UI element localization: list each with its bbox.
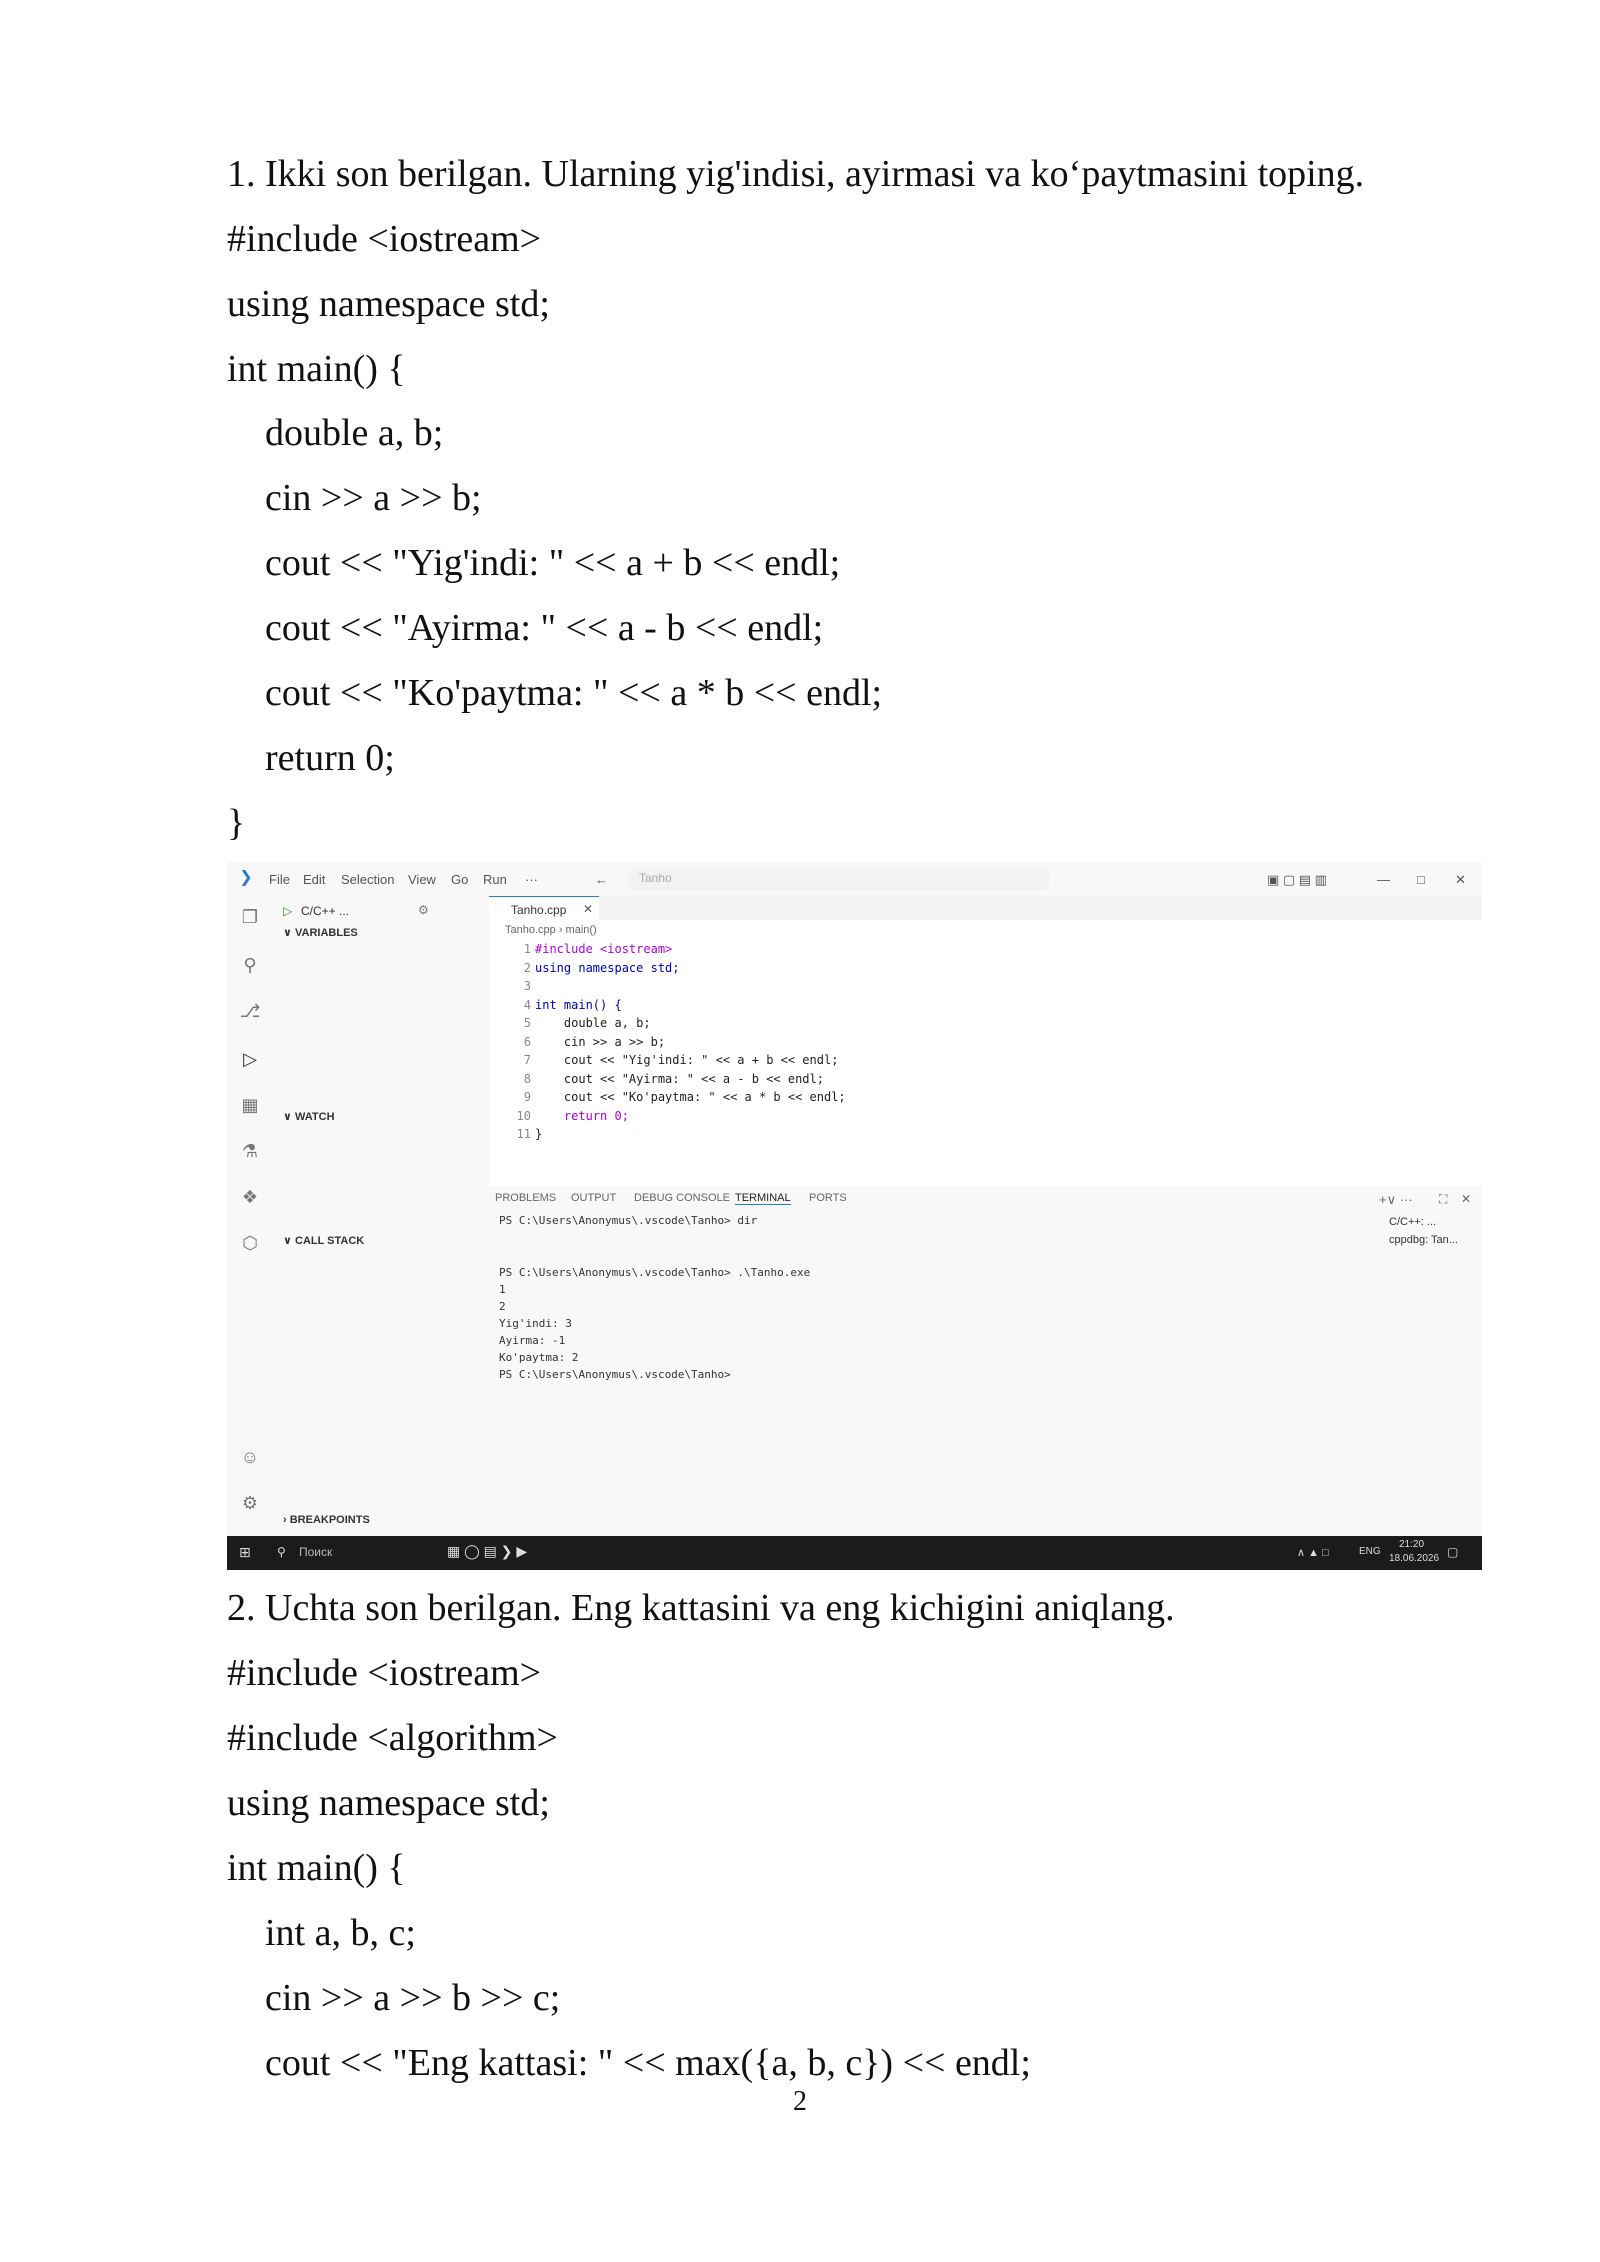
start-debug-icon[interactable]: ▷: [283, 904, 293, 918]
watch-section[interactable]: ∨ WATCH: [283, 1111, 335, 1123]
terminal-output[interactable]: [489, 1214, 1369, 1536]
tab-terminal[interactable]: TERMINAL: [735, 1192, 791, 1204]
editor-tab[interactable]: [489, 896, 599, 921]
code-line: using namespace std;: [227, 1782, 550, 1824]
menu-selection[interactable]: Selection: [341, 872, 395, 887]
minimize-icon[interactable]: —: [1377, 872, 1390, 887]
terminal-line: PS C:\Users\Anonymus\.vscode\Tanho> .\Tanho.exe: [499, 1266, 811, 1279]
line-number: 4: [523, 997, 531, 1012]
page-number: 2: [793, 2086, 807, 2117]
terminal-line: Ayirma: -1: [499, 1334, 566, 1347]
command-center-search[interactable]: [629, 868, 1049, 890]
menu-go[interactable]: Go: [451, 872, 469, 887]
python-icon[interactable]: ❖: [241, 1187, 259, 1207]
code-line: cout << "Ko'paytma: " << a * b << endl;: [535, 1090, 846, 1104]
tab-ports[interactable]: PORTS: [809, 1192, 847, 1204]
terminal-list-item[interactable]: C/C++: ...: [1389, 1216, 1437, 1228]
taskbar-apps[interactable]: ▦ ◯ ▤ ❯ ▶: [447, 1543, 528, 1559]
terminal-list-item[interactable]: cppdbg: Tan...: [1389, 1234, 1458, 1246]
code-line: double a, b;: [535, 1016, 651, 1030]
line-number: 9: [523, 1090, 531, 1104]
code-line: return 0;: [265, 737, 395, 779]
tab-label: Tanho.cpp: [511, 903, 567, 917]
code-line: #include <iostream>: [535, 942, 673, 956]
tab-output[interactable]: OUTPUT: [571, 1192, 617, 1204]
vscode-logo-icon: ❯: [239, 869, 253, 886]
line-number: 8: [523, 1071, 531, 1086]
chevron-down-icon: ∨: [283, 1235, 295, 1247]
breadcrumb[interactable]: Tanho.cpp › main(): [505, 924, 597, 936]
layout-icons[interactable]: ▣ ▢ ▤ ▥: [1267, 872, 1327, 887]
line-number: 5: [523, 1016, 531, 1030]
tab-problems[interactable]: PROBLEMS: [495, 1192, 557, 1204]
vscode-screenshot: [227, 862, 1482, 1570]
chevron-right-icon: ›: [283, 1514, 290, 1526]
code-line: #include <iostream>: [227, 218, 542, 260]
containers-icon[interactable]: ⬡: [242, 1233, 258, 1253]
title-bar: [227, 862, 1482, 896]
code-line: int main() {: [535, 997, 622, 1012]
code-line: double a, b;: [265, 412, 444, 454]
code-line: cout << "Yig'indi: " << a + b << endl;: [535, 1053, 839, 1067]
line-number: 1: [523, 942, 531, 956]
code-line: cout << "Eng kattasi: " << max({a, b, c}) << endl;: [265, 2042, 1031, 2084]
line-number: 6: [523, 1034, 531, 1049]
call-stack-section[interactable]: ∨ CALL STACK: [283, 1235, 365, 1247]
terminal-list: [1389, 1216, 1481, 1252]
taskbar-time[interactable]: 21:20: [1399, 1539, 1425, 1550]
menu-run[interactable]: Run: [483, 872, 507, 887]
editor-tab-bar: [489, 896, 1482, 920]
terminal-line: 2: [499, 1300, 506, 1313]
code-line: using namespace std;: [227, 283, 550, 325]
run-config-select[interactable]: C/C++ ...: [301, 904, 350, 918]
settings-gear-icon[interactable]: ⚙: [241, 1493, 259, 1513]
menu-file[interactable]: File: [269, 872, 290, 887]
activity-bar: [227, 896, 273, 1536]
new-terminal-icon[interactable]: +∨ ···: [1379, 1192, 1413, 1207]
maximize-icon[interactable]: □: [1417, 872, 1425, 887]
taskbar-date[interactable]: 18.06.2026: [1389, 1553, 1440, 1564]
close-tab-icon[interactable]: ✕: [583, 902, 594, 916]
settings-gear-icon[interactable]: ⚙: [418, 903, 429, 917]
code-area[interactable]: [489, 940, 1482, 1160]
testing-icon[interactable]: ⚗: [241, 1141, 259, 1161]
terminal-line: PS C:\Users\Anonymus\.vscode\Tanho> dir: [499, 1214, 758, 1227]
extensions-icon[interactable]: ▦: [241, 1095, 259, 1115]
terminal-line: Yig'indi: 3: [499, 1317, 572, 1330]
code-line: int main() {: [227, 1847, 406, 1889]
code-line: cout << "Ayirma: " << a - b << endl;: [265, 607, 824, 649]
code-line: #include <algorithm>: [227, 1717, 558, 1759]
taskbar-tray-icon[interactable]: ∧ ▲ □: [1297, 1547, 1329, 1559]
windows-start-icon[interactable]: ⊞: [239, 1544, 251, 1560]
variables-section[interactable]: ∨ VARIABLES: [283, 927, 358, 939]
search-icon[interactable]: ⚲: [243, 955, 257, 975]
line-number: 11: [516, 1127, 531, 1141]
code-line: using namespace std;: [535, 960, 680, 975]
menu-edit[interactable]: Edit: [303, 872, 326, 887]
taskbar-search[interactable]: Поиск: [299, 1545, 333, 1559]
line-number: 2: [523, 960, 531, 975]
tab-debug-console[interactable]: DEBUG CONSOLE: [634, 1192, 730, 1204]
code-line: cout << "Yig'indi: " << a + b << endl;: [265, 542, 841, 584]
windows-taskbar: [227, 1536, 1482, 1570]
taskbar-lang[interactable]: ENG: [1359, 1546, 1381, 1557]
code-line: int a, b, c;: [265, 1912, 416, 1954]
back-arrow-icon[interactable]: ←: [595, 872, 608, 887]
explorer-icon[interactable]: ❐: [241, 907, 259, 927]
terminal-line: 1: [499, 1283, 506, 1296]
line-number: 10: [516, 1108, 531, 1123]
close-window-icon[interactable]: ✕: [1455, 872, 1466, 887]
menu-view[interactable]: View: [408, 872, 436, 887]
code-line: }: [535, 1127, 543, 1141]
task-1-heading: 1. Ikki son berilgan. Ularning yig'indisi, ayirmasi va ko‘paytmasini toping.: [227, 153, 1365, 195]
account-icon[interactable]: ☺: [240, 1447, 260, 1467]
breakpoints-section[interactable]: › BREAKPOINTS: [283, 1514, 370, 1526]
close-panel-icon[interactable]: ✕: [1461, 1192, 1472, 1206]
run-debug-sidebar: [273, 896, 489, 1536]
terminal-line: Ko'paytma: 2: [499, 1351, 579, 1364]
search-text: Tanho: [639, 871, 672, 885]
code-line: }: [227, 802, 246, 844]
source-control-icon[interactable]: ⎇: [239, 1001, 261, 1021]
code-line: cin >> a >> b;: [265, 477, 482, 519]
code-line: cout << "Ko'paytma: " << a * b << endl;: [265, 672, 883, 714]
run-debug-icon[interactable]: ▷: [243, 1049, 257, 1069]
terminal-prompt: PS C:\Users\Anonymus\.vscode\Tanho>: [499, 1368, 738, 1381]
line-number: 3: [523, 979, 531, 993]
task-2-heading: 2. Uchta son berilgan. Eng kattasini va eng kichigini aniqlang.: [227, 1587, 1175, 1629]
chevron-down-icon: ∨: [283, 927, 295, 939]
taskbar-search-icon[interactable]: ⚲: [277, 1545, 286, 1559]
code-line: cout << "Ayirma: " << a - b << endl;: [535, 1071, 824, 1086]
code-line: cin >> a >> b >> c;: [265, 1977, 561, 2019]
code-line: return 0;: [535, 1108, 629, 1123]
bottom-panel: [489, 1186, 1482, 1536]
code-line: int main() {: [227, 348, 406, 390]
line-number: 7: [523, 1053, 531, 1067]
maximize-panel-icon[interactable]: ⛶: [1439, 1192, 1448, 1206]
code-line: cin >> a >> b;: [535, 1034, 666, 1049]
chevron-down-icon: ∨: [283, 1111, 295, 1123]
menu-more[interactable]: ···: [525, 872, 538, 887]
code-editor[interactable]: [489, 896, 1482, 1186]
code-line: #include <iostream>: [227, 1652, 542, 1694]
notification-icon[interactable]: ▢: [1447, 1545, 1459, 1559]
